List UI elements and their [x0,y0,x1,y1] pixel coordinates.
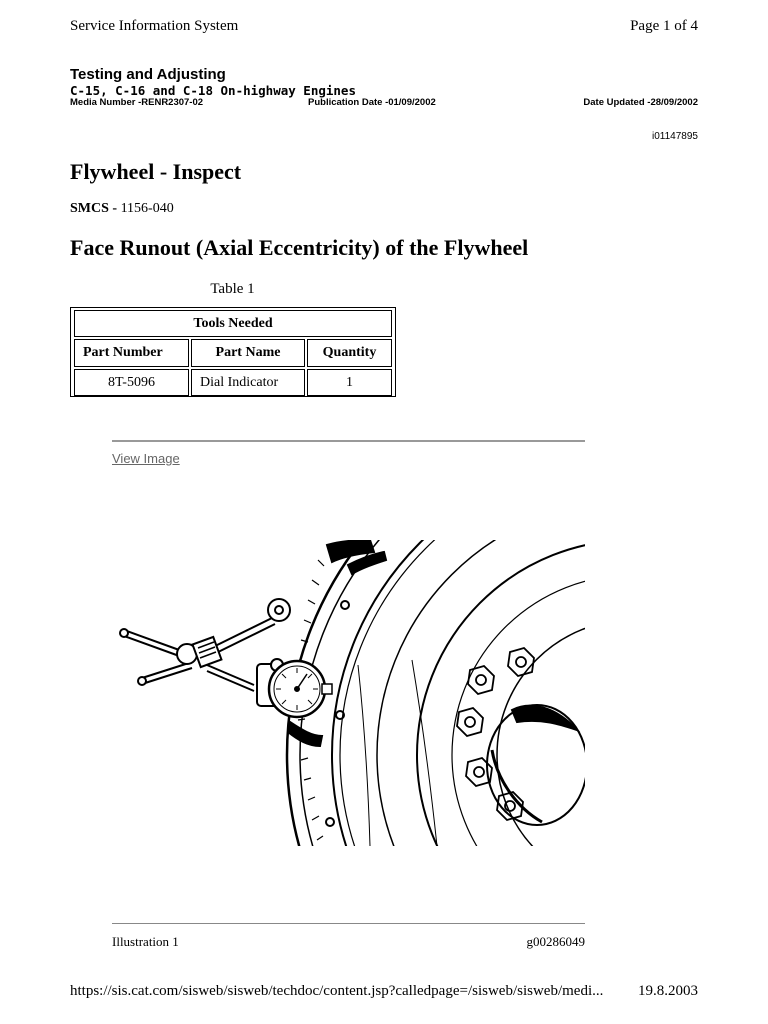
column-header-quantity: Quantity [307,339,392,367]
smcs-label: SMCS - [70,201,118,216]
smcs-code: 1156-040 [120,201,174,216]
publication-date: Publication Date -01/09/2002 [308,97,436,108]
page-indicator: Page 1 of 4 [630,18,698,34]
section-heading: Face Runout (Axial Eccentricity) of the Flywheel [70,235,529,260]
table-caption: Table 1 [210,281,255,297]
table-header-tools-needed: Tools Needed [74,310,392,337]
divider-bottom [112,923,585,924]
column-header-part-name: Part Name [191,339,305,367]
system-name: Service Information System [70,18,239,34]
smcs-line [70,201,174,217]
cell-quantity: 1 [307,369,392,396]
column-header-part-number: Part Number [74,339,189,367]
document-id: i01147895 [652,131,698,142]
document-section: Testing and Adjusting [70,66,226,83]
illustration-label: Illustration 1 [112,934,179,949]
date-updated: Date Updated -28/09/2002 [583,97,698,108]
footer-url: https://sis.cat.com/sisweb/sisweb/techdoc/content.jsp?calledpage=/sisweb/sisweb/medi... [70,983,604,999]
document-engines: C-15, C-16 and C-18 On-highway Engines [70,83,356,98]
cell-part-number: 8T-5096 [74,369,189,396]
view-image-link[interactable]: View Image [112,451,180,466]
page-title: Flywheel - Inspect [70,159,242,184]
media-number: Media Number -RENR2307-02 [70,97,204,108]
tools-table [70,307,396,397]
cell-part-name: Dial Indicator [191,369,305,396]
footer-date: 19.8.2003 [638,983,698,999]
divider-top [112,440,585,442]
graphic-id: g00286049 [526,934,585,949]
flywheel-illustration [112,540,585,846]
